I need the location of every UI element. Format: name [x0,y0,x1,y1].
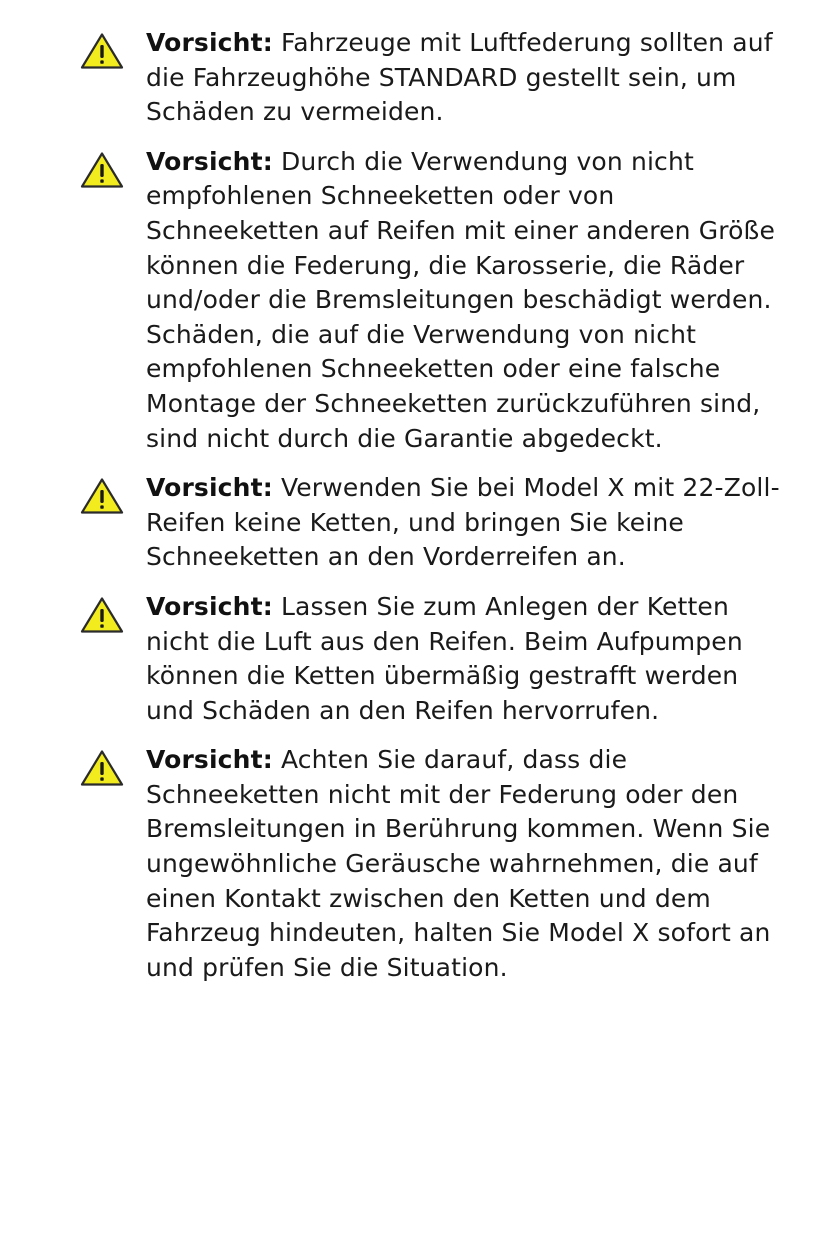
caution-label: Vorsicht: [146,146,273,176]
caution-note [0,145,828,456]
caution-note-text [146,743,788,985]
caution-message: Fahrzeuge mit Luftfederung sollten auf die Fahrzeughöhe STANDARD gestellt sein, um Schäden zu vermeiden. [146,28,773,127]
caution-note-text [146,590,788,728]
warning-triangle-icon [80,477,124,515]
warning-triangle-icon [80,749,124,787]
caution-message: Lassen Sie zum Anlegen der Ketten nicht die Luft aus den Reifen. Beim Aufpumpen können die Ketten übermäßig gestrafft werden und Schäden an den Reifen hervorrufen. [146,591,743,725]
warning-triangle-icon [80,151,124,189]
caution-note [0,471,828,575]
caution-message: Durch die Verwendung von nicht empfohlenen Schneeketten oder von Schneeketten auf Reifen mit einer anderen Größe können die Federung, die Karosserie, die Räder und/oder die Bremsleitungen beschädigt werden. Schäden, die auf die Verwendung von nicht empfohlenen Schneeketten oder eine falsche Montage der Schneeketten zurückzuführen sind, sind nicht durch die Garantie abgedeckt. [146,146,775,453]
caution-notes-list [0,26,828,1000]
caution-note [0,743,828,985]
caution-message: Achten Sie darauf, dass die Schneeketten nicht mit der Federung oder den Bremsleitungen in Berührung kommen. Wenn Sie ungewöhnliche Geräusche wahrnehmen, die auf einen Kontakt zwischen den Ketten und dem Fahrzeug hindeuten, halten Sie Model X sofort an und prüfen Sie die Situation. [146,745,771,982]
caution-label: Vorsicht: [146,591,273,621]
caution-note-text [146,26,788,130]
caution-label: Vorsicht: [146,745,273,775]
warning-triangle-icon [80,596,124,634]
warning-triangle-icon [80,32,124,70]
caution-note [0,590,828,728]
caution-label: Vorsicht: [146,28,273,57]
caution-note [0,26,828,130]
caution-note-text [146,145,788,456]
caution-note-text [146,471,788,575]
caution-label: Vorsicht: [146,473,273,503]
caution-message: Verwenden Sie bei Model X mit 22-Zoll-Reifen keine Ketten, und bringen Sie keine Schneeketten an den Vorderreifen an. [146,473,780,572]
